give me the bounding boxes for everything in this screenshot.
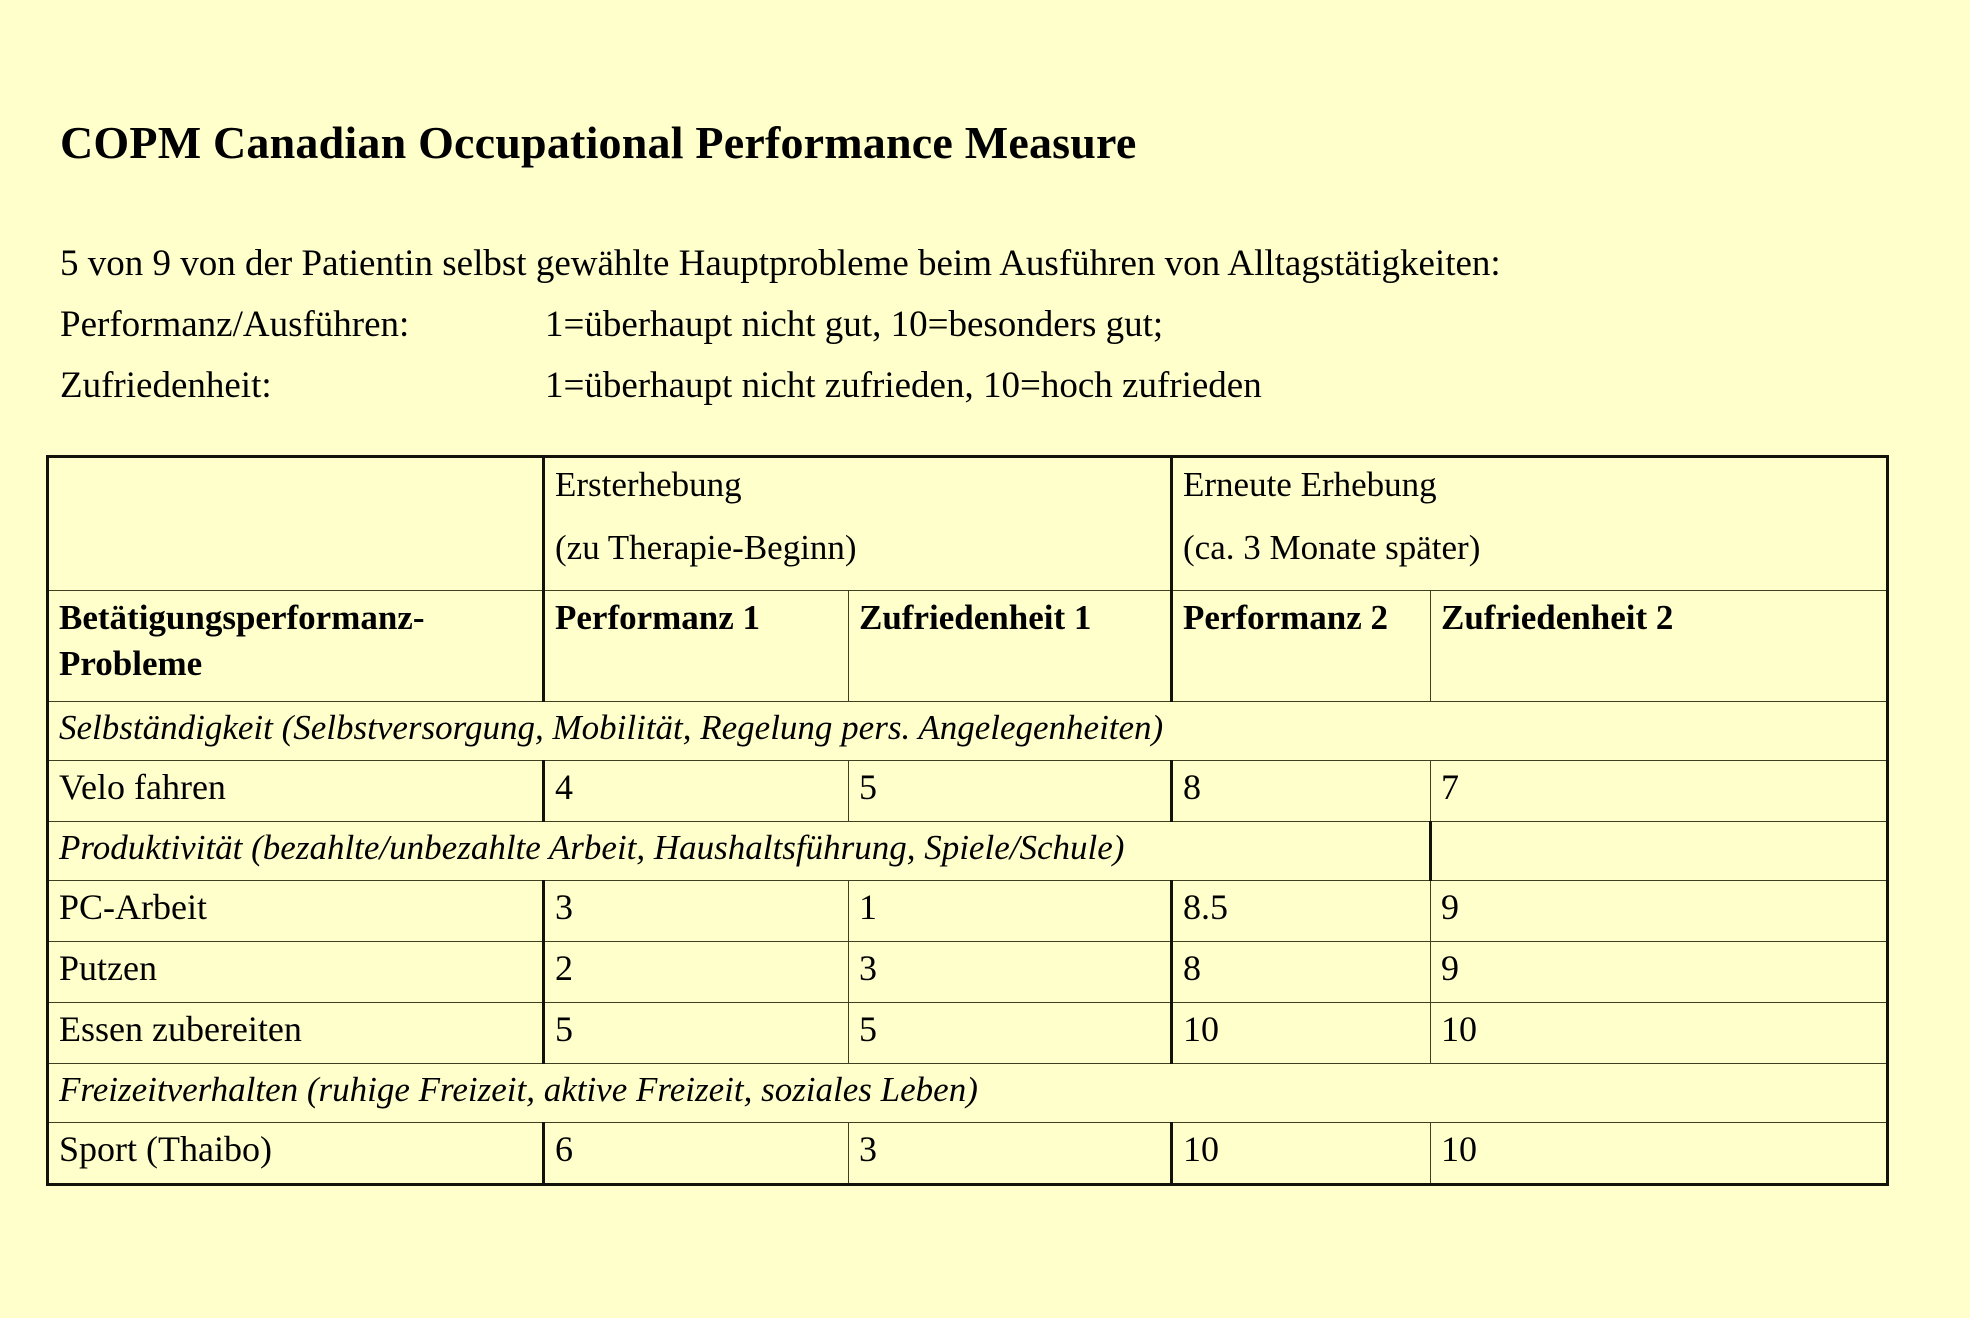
table-column-header-row: [48, 591, 1888, 702]
row-problem-putzen: Putzen: [48, 942, 544, 1003]
row-problem-essen-zubereiten: Essen zubereiten: [48, 1003, 544, 1064]
column-header-zufriedenheit-1: Zufriedenheit 1: [849, 591, 1172, 702]
group-header-spacer: [48, 457, 544, 591]
row-performanz1-putzen: 2: [544, 942, 849, 1003]
intro-line-performanz: [60, 294, 1501, 355]
row-performanz2-putzen: 8: [1172, 942, 1431, 1003]
table-group-header-row: [48, 457, 1888, 591]
column-header-performanz-1: Performanz 1: [544, 591, 849, 702]
page-title: COPM Canadian Occupational Performance Measure: [60, 117, 1137, 168]
intro-performanz-label: Performanz/Ausführen:: [60, 304, 410, 345]
category-row: [48, 702, 1888, 761]
row-performanz2-pc-arbeit: 8.5: [1172, 881, 1431, 942]
column-header-probleme-line1: Betätigungsperformanz-: [59, 598, 425, 637]
column-header-probleme: [48, 591, 544, 702]
row-performanz1-pc-arbeit: 3: [544, 881, 849, 942]
row-zufriedenheit1-putzen: 3: [849, 942, 1172, 1003]
row-zufriedenheit2-essen-zubereiten: 10: [1431, 1003, 1888, 1064]
row-zufriedenheit2-pc-arbeit: 9: [1431, 881, 1888, 942]
category-row: [48, 1064, 1888, 1123]
row-zufriedenheit1-essen-zubereiten: 5: [849, 1003, 1172, 1064]
intro-line-zufriedenheit: [60, 355, 1501, 416]
column-header-zufriedenheit-2: Zufriedenheit 2: [1431, 591, 1888, 702]
table-row: [48, 942, 1888, 1003]
table-row: [48, 761, 1888, 822]
row-problem-sport-thaibo: Sport (Thaibo): [48, 1123, 544, 1185]
row-zufriedenheit2-sport-thaibo: 10: [1431, 1123, 1888, 1185]
group-header-erneute-subtitle: (ca. 3 Monate später): [1183, 527, 1481, 567]
row-zufriedenheit2-putzen: 9: [1431, 942, 1888, 1003]
group-header-ersterhebung-title: Ersterhebung: [555, 465, 742, 504]
column-header-performanz-2: Performanz 2: [1172, 591, 1431, 702]
category-label-freizeitverhalten: Freizeitverhalten (ruhige Freizeit, aktive Freizeit, soziales Leben): [48, 1064, 1888, 1123]
intro-zufriedenheit-label: Zufriedenheit:: [60, 365, 272, 406]
intro-block: [60, 233, 1501, 416]
row-performanz2-sport-thaibo: 10: [1172, 1123, 1431, 1185]
category-produktivitaet-trailing-cell: [1431, 822, 1888, 881]
intro-problems-text: 5 von 9 von der Patientin selbst gewählte Hauptprobleme beim Ausführen von Alltagstätigkeiten:: [60, 243, 1501, 284]
row-problem-velo-fahren: Velo fahren: [48, 761, 544, 822]
category-row: [48, 822, 1888, 881]
intro-performanz-scale: 1=überhaupt nicht gut, 10=besonders gut;: [545, 304, 1164, 345]
row-zufriedenheit1-sport-thaibo: 3: [849, 1123, 1172, 1185]
column-header-probleme-line2: Probleme: [59, 643, 203, 683]
group-header-ersterhebung: [544, 457, 1172, 591]
copm-results-table: [46, 455, 1889, 1186]
table-row: [48, 881, 1888, 942]
table-row: [48, 1003, 1888, 1064]
intro-zufriedenheit-scale: 1=überhaupt nicht zufrieden, 10=hoch zufrieden: [545, 365, 1262, 406]
row-performanz2-essen-zubereiten: 10: [1172, 1003, 1431, 1064]
category-label-produktivitaet: Produktivität (bezahlte/unbezahlte Arbeit, Haushaltsführung, Spiele/Schule): [48, 822, 1431, 881]
group-header-erneute-erhebung: [1172, 457, 1888, 591]
table-row: [48, 1123, 1888, 1185]
row-zufriedenheit1-pc-arbeit: 1: [849, 881, 1172, 942]
category-label-selbstaendigkeit: Selbständigkeit (Selbstversorgung, Mobilität, Regelung pers. Angelegenheiten): [48, 702, 1888, 761]
row-performanz1-essen-zubereiten: 5: [544, 1003, 849, 1064]
row-performanz1-velo-fahren: 4: [544, 761, 849, 822]
row-zufriedenheit1-velo-fahren: 5: [849, 761, 1172, 822]
group-header-ersterhebung-subtitle: (zu Therapie-Beginn): [555, 527, 857, 567]
intro-line-problems: [60, 233, 1501, 294]
row-zufriedenheit2-velo-fahren: 7: [1431, 761, 1888, 822]
group-header-erneute-title: Erneute Erhebung: [1183, 465, 1437, 504]
row-problem-pc-arbeit: PC-Arbeit: [48, 881, 544, 942]
row-performanz1-sport-thaibo: 6: [544, 1123, 849, 1185]
row-performanz2-velo-fahren: 8: [1172, 761, 1431, 822]
